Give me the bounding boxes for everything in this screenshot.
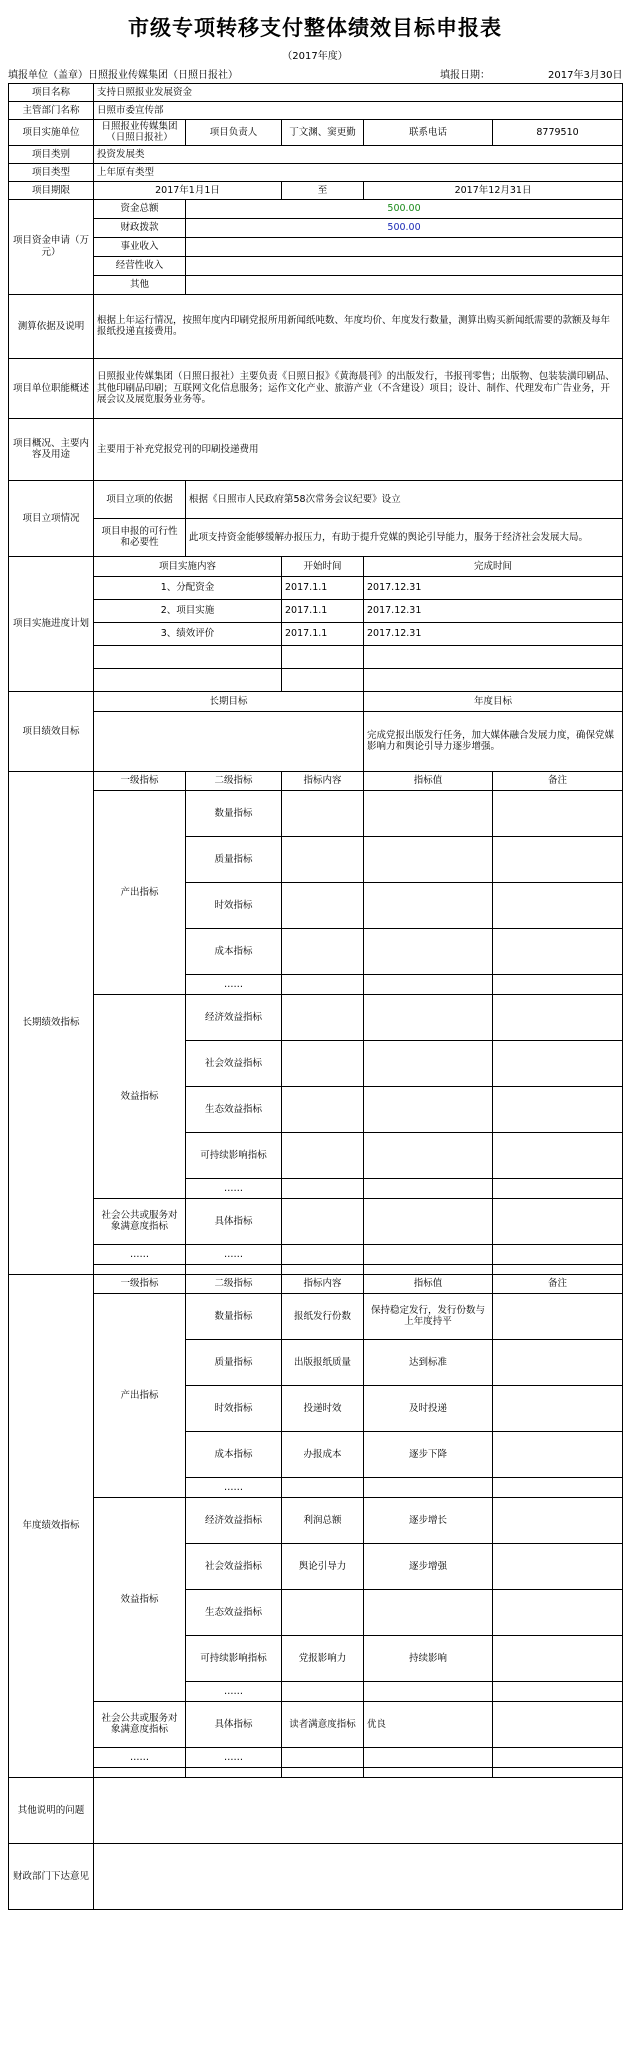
ind-cell <box>364 1767 493 1777</box>
ind-cell <box>364 1264 493 1274</box>
ind-dots: …… <box>186 1747 282 1767</box>
row-dept <box>9 102 623 120</box>
goals-annual-label: 年度目标 <box>364 691 623 711</box>
ind-cell <box>282 994 364 1040</box>
ind-h3: 指标内容 <box>282 771 364 790</box>
label-basis: 测算依据及说明 <box>9 294 94 358</box>
ind-content: 投递时效 <box>282 1385 364 1431</box>
schedule-empty-cell <box>282 668 364 691</box>
unit-value: 日照报业传媒集团（日照日报社） <box>88 70 238 81</box>
long-ind-row <box>9 790 623 836</box>
row-impl <box>9 120 623 146</box>
label-setup: 项目立项情况 <box>9 480 94 556</box>
schedule-start: 2017.1.1 <box>282 599 364 622</box>
fund-label: 事业收入 <box>94 237 186 256</box>
ind-cell <box>282 1767 364 1777</box>
ind-content: 报纸发行份数 <box>282 1293 364 1339</box>
row-schedule-header <box>9 556 623 576</box>
fund-value <box>186 237 623 256</box>
schedule-row <box>9 599 623 622</box>
ind-content: 出版报纸质量 <box>282 1339 364 1385</box>
ind-cell <box>493 1132 623 1178</box>
ind-benefit: 效益指标 <box>94 1497 186 1701</box>
row-project-name <box>9 84 623 102</box>
ind-content: 办报成本 <box>282 1431 364 1477</box>
ind-cell <box>364 1747 493 1767</box>
ind-satisfaction: 社会公共或服务对象满意度指标 <box>94 1701 186 1747</box>
long-ind-header <box>9 771 623 790</box>
value-finance <box>94 1843 623 1909</box>
ind-cell <box>493 1589 623 1635</box>
ind-cell <box>364 1244 493 1264</box>
ind-cell <box>282 1132 364 1178</box>
row-fund-total <box>9 199 623 218</box>
label-leader: 项目负责人 <box>186 120 282 146</box>
ind-cell <box>282 1264 364 1274</box>
ind-cell <box>364 1477 493 1497</box>
fund-value: 500.00 <box>186 218 623 237</box>
row-fund-operating <box>9 256 623 275</box>
ind-cell <box>364 928 493 974</box>
unit-label: 填报单位（盖章） <box>8 70 88 81</box>
row-finance <box>9 1843 623 1909</box>
label-project-name: 项目名称 <box>9 84 94 102</box>
ind-value: 达到标准 <box>364 1339 493 1385</box>
ind-output: 产出指标 <box>94 790 186 994</box>
period-to: 至 <box>282 181 364 199</box>
ind-specific: 具体指标 <box>186 1198 282 1244</box>
value-basis: 根据上年运行情况，按照年度内印刷党报所用新闻纸吨数、年度均价、年度发行数量，测算出购买新闻纸需要的款额及每年报纸投递直接费用。 <box>94 294 623 358</box>
row-goals-header <box>9 691 623 711</box>
ind-qty: 数量指标 <box>186 1293 282 1339</box>
schedule-end: 2017.12.31 <box>364 599 623 622</box>
ind-cell <box>282 836 364 882</box>
ind-cell <box>94 1264 186 1274</box>
ind-cell <box>282 1086 364 1132</box>
period-end: 2017年12月31日 <box>364 181 623 199</box>
label-dept: 主管部门名称 <box>9 102 94 120</box>
ind-note <box>493 1385 623 1431</box>
annual-ind-row <box>9 1767 623 1777</box>
ind-time: 时效指标 <box>186 1385 282 1431</box>
ind-econ: 经济效益指标 <box>186 994 282 1040</box>
ind-quality: 质量指标 <box>186 1339 282 1385</box>
row-duty <box>9 358 623 418</box>
ind-satisfaction: 社会公共或服务对象满意度指标 <box>94 1198 186 1244</box>
date-label: 填报日期： <box>440 70 490 81</box>
fund-value: 500.00 <box>186 199 623 218</box>
annual-ind-header <box>9 1274 623 1293</box>
ind-cell <box>493 1264 623 1274</box>
ind-cell <box>282 790 364 836</box>
ind-cell <box>364 1086 493 1132</box>
value-project-name: 支持日照报业发展资金 <box>94 84 623 102</box>
report-table <box>8 83 623 1910</box>
fund-label: 财政拨款 <box>94 218 186 237</box>
schedule-empty-cell <box>364 645 623 668</box>
ind-note <box>493 1701 623 1747</box>
goals-long-label: 长期目标 <box>94 691 364 711</box>
ind-cell <box>493 1747 623 1767</box>
ind-cell <box>493 974 623 994</box>
ind-benefit: 效益指标 <box>94 994 186 1198</box>
ind-cell <box>493 1244 623 1264</box>
ind-cell <box>282 1477 364 1497</box>
schedule-row <box>9 576 623 599</box>
schedule-row-empty <box>9 645 623 668</box>
ind-content: 舆论引导力 <box>282 1543 364 1589</box>
long-ind-row <box>9 1244 623 1264</box>
row-goals-values <box>9 711 623 771</box>
row-type <box>9 163 623 181</box>
ind-eco: 生态效益指标 <box>186 1589 282 1635</box>
ind-cell <box>493 1477 623 1497</box>
schedule-end: 2017.12.31 <box>364 576 623 599</box>
schedule-content: 2、项目实施 <box>94 599 282 622</box>
schedule-col-end: 完成时间 <box>364 556 623 576</box>
row-category <box>9 145 623 163</box>
ind-cell <box>364 974 493 994</box>
ind-cell <box>493 994 623 1040</box>
value-phone: 8779510 <box>493 120 623 146</box>
ind-sustain: 可持续影响指标 <box>186 1635 282 1681</box>
label-duty: 项目单位职能概述 <box>9 358 94 418</box>
ind-cell <box>493 1198 623 1244</box>
long-ind-row <box>9 994 623 1040</box>
schedule-empty-cell <box>364 668 623 691</box>
ind-note <box>493 1635 623 1681</box>
value-type: 上年原有类型 <box>94 163 623 181</box>
ind-note <box>493 1431 623 1477</box>
ind-cell <box>282 1589 364 1635</box>
ind-sustain: 可持续影响指标 <box>186 1132 282 1178</box>
ind-value: 及时投递 <box>364 1385 493 1431</box>
label-long-indicators: 长期绩效指标 <box>9 771 94 1274</box>
ind-h2: 二级指标 <box>186 771 282 790</box>
ind-h5: 备注 <box>493 1274 623 1293</box>
ind-dots: …… <box>186 1681 282 1701</box>
annual-ind-row <box>9 1747 623 1767</box>
row-other <box>9 1777 623 1843</box>
value-setup-basis: 根据《日照市人民政府第58次常务会议纪要》设立 <box>186 480 623 518</box>
row-setup-basis <box>9 480 623 518</box>
label-feasibility: 项目申报的可行性和必要性 <box>94 518 186 556</box>
ind-note <box>493 1497 623 1543</box>
ind-cell <box>493 1767 623 1777</box>
row-fund-business <box>9 237 623 256</box>
ind-value: 优良 <box>364 1701 493 1747</box>
long-ind-row <box>9 1264 623 1274</box>
schedule-row <box>9 622 623 645</box>
annual-ind-row <box>9 1701 623 1747</box>
label-period: 项目期限 <box>9 181 94 199</box>
ind-note <box>493 1339 623 1385</box>
fund-label: 其他 <box>94 275 186 294</box>
schedule-content: 1、分配资金 <box>94 576 282 599</box>
ind-social: 社会效益指标 <box>186 1543 282 1589</box>
ind-cell <box>282 882 364 928</box>
ind-h4: 指标值 <box>364 1274 493 1293</box>
value-dept: 日照市委宣传部 <box>94 102 623 120</box>
fund-label: 经营性收入 <box>94 256 186 275</box>
label-goals: 项目绩效目标 <box>9 691 94 771</box>
label-finance: 财政部门下达意见 <box>9 1843 94 1909</box>
row-fund-fiscal <box>9 218 623 237</box>
label-impl-unit: 项目实施单位 <box>9 120 94 146</box>
ind-dots: …… <box>186 1477 282 1497</box>
goals-long-text <box>94 711 364 771</box>
label-overview: 项目概况、主要内容及用途 <box>9 418 94 480</box>
label-schedule: 项目实施进度计划 <box>9 556 94 691</box>
ind-h4: 指标值 <box>364 771 493 790</box>
ind-dots: …… <box>186 1178 282 1198</box>
label-setup-basis: 项目立项的依据 <box>94 480 186 518</box>
row-period <box>9 181 623 199</box>
goals-annual-text: 完成党报出版发行任务，加大媒体融合发展力度，确保党媒影响力和舆论引导力逐步增强。 <box>364 711 623 771</box>
ind-value: 保持稳定发行，发行份数与上年度持平 <box>364 1293 493 1339</box>
row-fund-other <box>9 275 623 294</box>
ind-cell <box>493 836 623 882</box>
ind-cell <box>364 1198 493 1244</box>
label-annual-indicators: 年度绩效指标 <box>9 1274 94 1777</box>
ind-cell <box>282 928 364 974</box>
ind-value: 逐步增长 <box>364 1497 493 1543</box>
schedule-content: 3、绩效评价 <box>94 622 282 645</box>
annual-ind-row <box>9 1293 623 1339</box>
ind-eco: 生态效益指标 <box>186 1086 282 1132</box>
ind-cell <box>282 1681 364 1701</box>
long-ind-row <box>9 1198 623 1244</box>
ind-note <box>493 1543 623 1589</box>
ind-cell <box>364 1132 493 1178</box>
fund-value <box>186 275 623 294</box>
row-overview <box>9 418 623 480</box>
ind-dots: …… <box>94 1244 186 1264</box>
ind-h1: 一级指标 <box>94 1274 186 1293</box>
label-type: 项目类型 <box>9 163 94 181</box>
ind-cell <box>493 1178 623 1198</box>
ind-cell <box>493 790 623 836</box>
value-duty: 日照报业传媒集团（日照日报社）主要负责《日照日报》《黄海晨刊》的出版发行，书报刊零售；出版物、包装装潢印刷品、其他印刷品印刷；互联网文化信息服务；运作文化产业、旅游产业（不含建设）项目；设计、制作、代理发布广告业务，开展会议及展览服务业务等。 <box>94 358 623 418</box>
ind-cell <box>493 882 623 928</box>
ind-content: 党报影响力 <box>282 1635 364 1681</box>
ind-cell <box>364 1040 493 1086</box>
ind-specific: 具体指标 <box>186 1701 282 1747</box>
schedule-end: 2017.12.31 <box>364 622 623 645</box>
ind-cost: 成本指标 <box>186 928 282 974</box>
fund-label: 资金总额 <box>94 199 186 218</box>
value-leader: 丁文渊、窦更勤 <box>282 120 364 146</box>
schedule-col-start: 开始时间 <box>282 556 364 576</box>
fund-value <box>186 256 623 275</box>
row-setup-feasibility <box>9 518 623 556</box>
ind-output: 产出指标 <box>94 1293 186 1497</box>
page-title: 市级专项转移支付整体绩效目标申报表 <box>128 16 502 40</box>
ind-cell <box>282 1747 364 1767</box>
value-impl-unit: 日照报业传媒集团（日照日报社） <box>94 120 186 146</box>
row-basis <box>9 294 623 358</box>
ind-dots: …… <box>94 1747 186 1767</box>
ind-dots: …… <box>186 974 282 994</box>
date-value: 2017年3月30日 <box>548 70 623 81</box>
label-funds: 项目资金申请（万元） <box>9 199 94 294</box>
ind-h2: 二级指标 <box>186 1274 282 1293</box>
ind-cell <box>364 994 493 1040</box>
ind-cost: 成本指标 <box>186 1431 282 1477</box>
ind-note <box>493 1293 623 1339</box>
ind-time: 时效指标 <box>186 882 282 928</box>
label-category: 项目类别 <box>9 145 94 163</box>
ind-cell <box>186 1767 282 1777</box>
annual-ind-row <box>9 1497 623 1543</box>
ind-h5: 备注 <box>493 771 623 790</box>
value-category: 投资发展类 <box>94 145 623 163</box>
ind-cell <box>493 1681 623 1701</box>
page-subtitle: （2017年度） <box>282 51 348 62</box>
ind-cell <box>493 1040 623 1086</box>
ind-cell <box>282 1244 364 1264</box>
ind-content: 读者满意度指标 <box>282 1701 364 1747</box>
schedule-empty-cell <box>282 645 364 668</box>
ind-cell <box>186 1264 282 1274</box>
ind-qty: 数量指标 <box>186 790 282 836</box>
unit-meta <box>8 66 238 81</box>
schedule-start: 2017.1.1 <box>282 622 364 645</box>
schedule-empty-cell <box>94 645 282 668</box>
ind-cell <box>364 1589 493 1635</box>
value-other <box>94 1777 623 1843</box>
ind-cell <box>364 882 493 928</box>
ind-cell <box>364 1681 493 1701</box>
schedule-start: 2017.1.1 <box>282 576 364 599</box>
ind-cell <box>282 1178 364 1198</box>
ind-cell <box>282 1040 364 1086</box>
label-other: 其他说明的问题 <box>9 1777 94 1843</box>
ind-h3: 指标内容 <box>282 1274 364 1293</box>
schedule-empty-cell <box>94 668 282 691</box>
ind-cell <box>282 974 364 994</box>
ind-econ: 经济效益指标 <box>186 1497 282 1543</box>
ind-h1: 一级指标 <box>94 771 186 790</box>
period-start: 2017年1月1日 <box>94 181 282 199</box>
schedule-col-content: 项目实施内容 <box>94 556 282 576</box>
schedule-row-empty <box>9 668 623 691</box>
ind-social: 社会效益指标 <box>186 1040 282 1086</box>
ind-value: 逐步增强 <box>364 1543 493 1589</box>
ind-cell <box>364 790 493 836</box>
ind-cell <box>364 1178 493 1198</box>
ind-cell <box>282 1198 364 1244</box>
ind-cell <box>493 1086 623 1132</box>
ind-dots: …… <box>186 1244 282 1264</box>
ind-cell <box>94 1767 186 1777</box>
ind-cell <box>364 836 493 882</box>
label-phone: 联系电话 <box>364 120 493 146</box>
ind-content: 利润总额 <box>282 1497 364 1543</box>
value-feasibility: 此项支持资金能够缓解办报压力，有助于提升党媒的舆论引导能力，服务于经济社会发展大局。 <box>186 518 623 556</box>
ind-value: 持续影响 <box>364 1635 493 1681</box>
ind-quality: 质量指标 <box>186 836 282 882</box>
value-overview: 主要用于补充党报党刊的印刷投递费用 <box>94 418 623 480</box>
ind-value: 逐步下降 <box>364 1431 493 1477</box>
ind-cell <box>493 928 623 974</box>
